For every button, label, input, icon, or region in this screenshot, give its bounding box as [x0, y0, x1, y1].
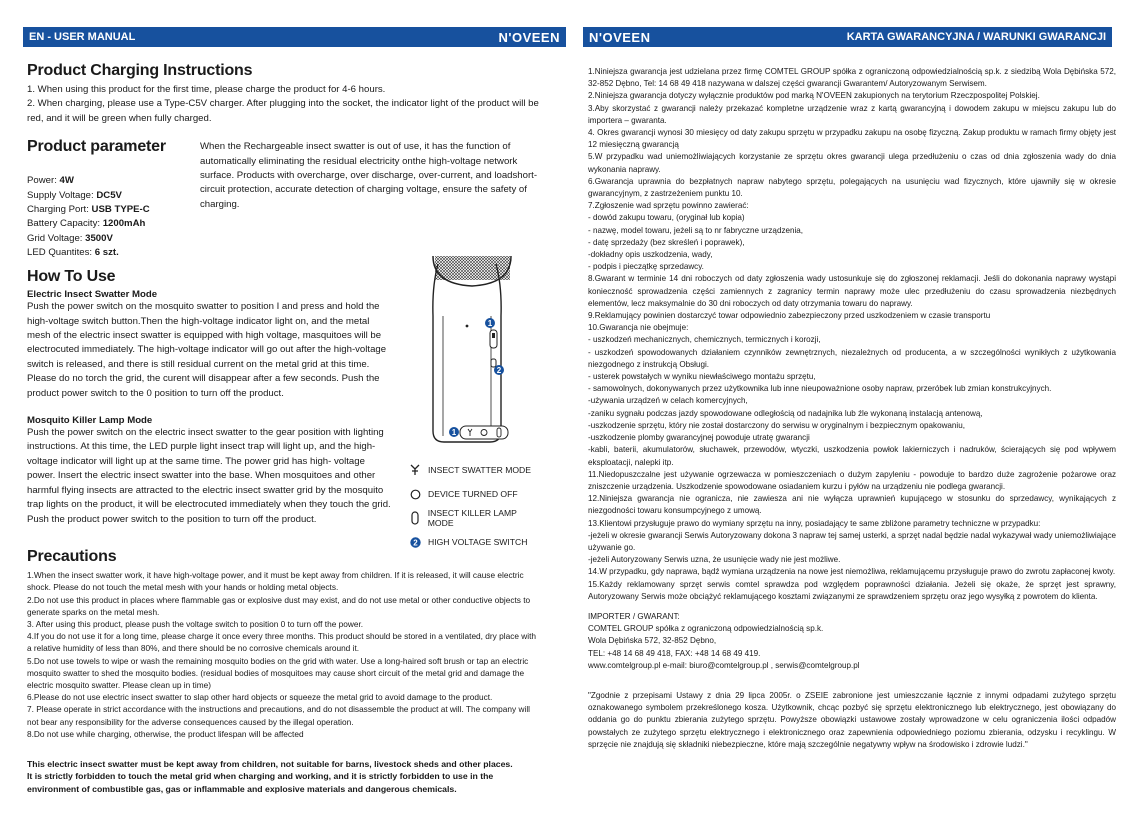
legend-row: 2 HIGH VOLTAGE SWITCH [408, 530, 543, 554]
parameter-list [27, 174, 192, 260]
precaution-item: 1.When the insect swatter work, it have high-voltage power, and it must be kept away from children. If it is released, it will cause electric shock. Please do not touch the metal mesh with your hands or holding metal objects. [27, 570, 524, 593]
charging-line-2: 2. When charging, please use a Type-C5V charger. After plugging into the socket, the indicator light of the product will be red, and it will be green when fully charged. [27, 98, 539, 124]
precautions-section [27, 548, 543, 795]
how-to-use-title: How To Use [27, 268, 116, 286]
warranty-line: - nazwę, model towaru, jeżeli są to nr fabryczne urządzenia, [588, 225, 804, 235]
importer-line: IMPORTER / GWARANT: [588, 611, 680, 621]
swatter-mode-text: Push the power switch on the mosquito swatter to position I and press and hold the high-voltage switch button.Then the high-voltage indicator light on, and the metal mesh of the electric insect swatter is equipped with high voltage, masquitoes will be electrocuted immediately. The high-voltage indicator will go out after the high-voltage switch is released, and there is still residual current on the metal grid at this time. Please do no torch the grid, the curent will disappear after a few seconds. Push the product power switch to the 0 position to turn off the product. [27, 301, 387, 399]
warranty-line: 5.W przypadku wad uniemożliwiających korzystanie ze sprzętu okres gwarancji ulega przedłużeniu o czas od dnia zgłoszenia wady do dnia wykonania naprawy. [588, 152, 1116, 174]
importer-line: Wola Dębińska 572, 32-852 Dębno, [588, 636, 717, 646]
legend-row: DEVICE TURNED OFF [408, 482, 543, 506]
high-voltage-button-icon [491, 359, 496, 367]
precaution-item: 3. After using this product, please push the voltage switch to position 0 to turn off the power. [27, 619, 364, 630]
svg-text:2: 2 [412, 538, 418, 548]
warranty-column [588, 66, 1116, 751]
parameter-row: LED Quantites: 6 szt. [27, 247, 119, 259]
importer-line: TEL: +48 14 68 49 418, FAX: +48 14 68 49 419. [588, 648, 761, 658]
circle-icon [408, 489, 422, 500]
precaution-item: 8.Do not use while charging, otherwise, the product lifespan will be affected [27, 728, 304, 739]
warranty-label: KARTA GWARANCYJNA / WARUNKI GWARANCJI [846, 31, 1106, 43]
warranty-line: 14.W przypadku, gdy naprawa, bądź wymiana urządzenia na nowe jest niemożliwa, reklamującemu przysługuje prawo do zwrotu zapłaconej kwoty. [588, 567, 1116, 577]
insect-icon [408, 464, 422, 476]
english-manual-column [27, 62, 543, 795]
warranty-line: - usterek powstałych w wyniku niewłaściwego montażu sprzętu, [588, 372, 816, 382]
warranty-line: -jeżeli Autoryzowany Serwis uzna, że usunięcie wady nie jest możliwe. [588, 555, 841, 565]
warranty-line: 7.Zgłoszenie wad sprzętu powinno zawierać: [588, 201, 749, 211]
warranty-line: - uszkodzeń spowodowanych działaniem czynników zewnętrznych, niezależnych od producenta, a w szczególności wynikłych z użytkowania niezgodnego z instrukcją Obsługi. [588, 347, 1116, 369]
charging-title: Product Charging Instructions [27, 62, 253, 79]
warranty-line: 9.Reklamujący powinien dostarczyć towar odpowiednio zabezpieczony przed uszkodzeniem w czasie transportu [588, 311, 991, 321]
warranty-line: 12.Niniejsza gwarancja nie ogranicza, nie zawiesza ani nie wyłącza uprawnień kupującego w stosunku do sprzedawcy, wynikających z niezgodności towaru konsumpcyjnego z umową. [588, 494, 1116, 516]
warranty-line: 4. Okres gwarancji wynosi 30 miesięcy od daty zakupu sprzętu w przypadku zakupu na osobę fizyczną. Zakup produktu w ramach firmy objęty jest 12 miesięczną gwarancją [588, 128, 1116, 150]
charging-section [27, 62, 543, 126]
parameter-row: Grid Voltage: 3500V [27, 232, 113, 244]
warranty-line: 10.Gwarancja nie obejmuje: [588, 323, 689, 333]
warranty-line: -dokładny opis uszkodzenia, wady, [588, 250, 713, 260]
warranty-line: -uszkodzenie plomby gwarancyjnej powoduje utratę gwarancji [588, 433, 810, 443]
warranty-line: -jeżeli w okresie gwarancji Serwis Autoryzowany dokona 3 napraw tej samej usterki, a sprzęt nadal będzie nadal wykazywał wady uniemożliwiające używanie go. [588, 530, 1116, 552]
svg-text:1: 1 [487, 319, 493, 329]
parameter-row: Supply Voltage: DC5V [27, 189, 122, 201]
marker-1-icon [485, 318, 495, 328]
lamp-mode-text: Push the power switch on the electric insect swatter to the gear position with lighting instructions. At this time, the LED purple light insect trap will light up, and the high-voltage indicator will light up at the same time. The power grid has high- voltage power. Insert the electric insect swatter into the base. When mosquitoes and other harmful flying insects are attracted to the electric insect swatter grid by the mosquito trap lights on the product, it will be electrocuted immediately when they touch the grid. Push the product power switch to the position to turn off the product. [27, 427, 391, 525]
precautions-title: Precautions [27, 548, 117, 566]
legend-row: INSECT KILLER LAMP MODE [408, 506, 543, 530]
precaution-item: 6.Please do not use electric insect swatter to slap other hard objects or squeeze the metal grid to avoid damage to the product. [27, 692, 493, 703]
warranty-line: 11.Niedopuszczalne jest używanie ogrzewacza w pomieszczeniach o dużym zapyleniu - powoduje to bardzo duże zagrożenie pożarowe oraz zniszczenie urządzenia. Uszkodzenie spowodowane osiadaniem kurzu i pyłów na urządzeniu nie podlega gwarancji. [588, 469, 1116, 491]
header-band-right [583, 27, 1112, 47]
power-switch-icon [490, 330, 497, 348]
warranty-line: -używania urządzeń w celach komercyjnych, [588, 396, 748, 406]
marker-2-icon [494, 365, 504, 375]
charging-line-1: 1. When using this product for the first time, please charge the product for 4-6 hours. [27, 84, 386, 95]
header-band-left [23, 27, 566, 47]
warranty-line: - uszkodzeń mechanicznych, chemicznych, termicznych i korozji, [588, 335, 821, 345]
warranty-line: - samowolnych, dokonywanych przez użytkownika lub inne nieupoważnione osoby napraw, przeróbek lub zmian konstrukcyjnych. [588, 384, 1052, 394]
warranty-line: - podpis i pieczątkę sprzedawcy. [588, 262, 704, 272]
parameter-section [27, 138, 543, 259]
importer-line: COMTEL GROUP spółka z ograniczoną odpowiedzialnością sp.k. [588, 624, 824, 634]
brand-logo-right: N'OVEEN [589, 29, 651, 45]
brand-logo-left: N'OVEEN [498, 29, 560, 45]
warranty-line: - datę sprzedaży (bez skreśleń i poprawek), [588, 237, 745, 247]
importer-block [588, 611, 1116, 672]
manual-label: EN - USER MANUAL [29, 31, 136, 43]
warranty-line: -uszkodzenie sprzętu, który nie został dostarczony do serwisu w oryginalnym i bezpiecznym opakowaniu, [588, 420, 965, 430]
warranty-line: 6.Gwarancja uprawnia do bezpłatnych napraw nabytego sprzętu, polegających na usunięciu wad fizycznych, które ujawniły się w okresie gwarancyjnym, z zastrzeżeniem punktu 10. [588, 176, 1116, 199]
number-2-icon [408, 537, 422, 548]
importer-contact: www.comtelgroup.pl e-mail: biuro@comtelgroup.pl , serwis@comtelgroup.pl [588, 660, 860, 670]
svg-text:2: 2 [496, 366, 502, 376]
weee-legal-notice: "Zgodnie z przepisami Ustawy z dnia 29 lipca 2005r. o ZSEIE zabronione jest umieszczanie łącznie z innymi odpadami zużytego sprzętu oznakowanego symbolem przekreślonego kosza. Użytkownik, chcąc pozbyć się sprzętu elektronicznego lub elektrycznego, jest obowiązany do oddania go do punktu zbierania zużytego sprzętu. Powyższe obowiązki ustawowe zostały wprowadzone w celu ograniczenia ilości odpadów powstałych ze zużytego sprzętu elektrycznego i elektronicznego oraz zapewnienia odpowiedniego poziomu zbierania, odzysku i recyklingu. W sprzęcie nie znajdują się składniki niebezpieczne, które mają szczególnie negatywny wpływ na środowisko i zdrowie ludzi." [588, 690, 1116, 749]
warranty-line: 8.Gwarant w terminie 14 dni roboczych od daty zgłoszenia wady ustosunkuje się do zgłoszonej reklamacji. Jeśli do dokonania naprawy wystąpi konieczność sprowadzenia części zamiennych z zagranicy termin naprawy może ulec przedłużeniu do czasu sprowadzenia niezbędnych elementów, lecz maksymalnie do 30 dni roboczych od daty otrzymania towaru do naprawy. [588, 274, 1116, 308]
warranty-line: -zaniku sygnału podczas jazdy spowodowane odległością od nadajnika lub źle wykonaną instalacją antenową, [588, 408, 983, 418]
lamp-mode-title: Mosquito Killer Lamp Mode [27, 415, 153, 427]
warranty-terms [588, 66, 1116, 603]
precaution-item: 4.If you do not use it for a long time, please charge it once every three months. This product should be stored in a ventilated, dry place with a relative humidity of less than 80%, and there should be no corrosive chemicals around it. [27, 631, 537, 654]
warranty-line: 2.Niniejsza gwarancja dotyczy wyłącznie produktów pod marką N'OVEEN zakupionych na terytorium Rzeczpospolitej Polskiej. [588, 91, 1040, 101]
warranty-line: - dowód zakupu towaru, (oryginał lub kopia) [588, 213, 745, 223]
mode-legend [408, 458, 543, 554]
parameter-description: When the Rechargeable insect swatter is out of use, it has the function of automatically eliminating the residual electricity onthe high-voltage network surface. Products with overcharge, over discharge, over-current, and loadshort-circuit protection, accurate detection of charging voltage, ensure the safety of charging. [200, 141, 538, 210]
swatter-mode-title: Electric Insect Swatter Mode [27, 289, 158, 301]
safety-warning: This electric insect swatter must be kept away from children, not suitable for barns, livestock sheds and other places. It is strictly forbidden to touch the metal grid when charging and working, and it is strictly forbidden to use in the environment of combustible gas, gas or inflammable and explosive materials and dangerous chemicals. [27, 759, 513, 794]
warranty-line: -kabli, baterii, akumulatorów, słuchawek, przewodów, wtyczki, uszkodzenia powłok lakierniczych i nadruków, ścierających się pod wpływem eksploatacji, nalepki itp. [588, 445, 1116, 467]
warranty-line: 13.Klientowi przysługuje prawo do wymiany sprzętu na inny, posiadający te same zbliżone parametry techniczne w przypadku: [588, 518, 1041, 528]
warranty-line: 3.Aby skorzystać z gwarancji należy przekazać kompletne urządzenie wraz z kartą gwarancyjną i dowodem zakupu w miejscu zakupu lub do importera – gwaranta. [588, 103, 1116, 125]
precaution-item: 7. Please operate in strict accordance with the instructions and precautions, and do not disassemble the product at will. The company will not bear any responsibility for the adverse consequences caused by the illegal operation. [27, 704, 531, 727]
parameter-row: Battery Capacity: 1200mAh [27, 218, 146, 230]
svg-text:1: 1 [451, 428, 457, 438]
precaution-item: 2.Do not use this product in places where flammable gas or explosive dust may exist, and do not use metal or other conductive objects to generate sparks on the metal mesh. [27, 594, 531, 617]
legend-row: INSECT SWATTER MODE [408, 458, 543, 482]
precautions-list [27, 569, 537, 740]
how-to-use-section [27, 268, 543, 548]
precaution-item: 5.Do not use towels to wipe or wash the remaining mosquito bodies on the grid with water. Use a long-haired soft brush or tap an electric mosquito swatter to shed the mosquito bodies. (residual bodies of mosquitoes may cause short circuit of the metal grid and damage the electric mosquito swatter. Please clean up in time) [27, 655, 529, 691]
parameter-title: Product parameter [27, 138, 166, 156]
parameter-row: Charging Port: USB TYPE-C [27, 204, 150, 216]
parameter-row: Power: 4W [27, 175, 74, 187]
warranty-line: 15.Każdy reklamowany sprzęt serwis comtel sprawdza pod względem poprawności działania. Jeżeli się okaże, że sprzęt jest sprawny, Autoryzowany Serwis może obciążyć reklamującego kosztami związanymi ze sprawdzeniem sprzętu oraz jego wysyłką z powrotem do klienta. [588, 579, 1116, 601]
switch-detail-illustration [449, 426, 508, 439]
warranty-line: 1.Niniejsza gwarancja jest udzielana przez firmę COMTEL GROUP spółka z ograniczoną odpowiedzialnością sp.k. z siedzibą Wola Dębińska 572, 32-852 Dębno, Tel: 14 68 49 418 nazywana w dalszej części gwarancji Gwarantem/ Autoryzowanym Serwisem. [588, 67, 1116, 89]
lamp-icon [408, 511, 422, 525]
